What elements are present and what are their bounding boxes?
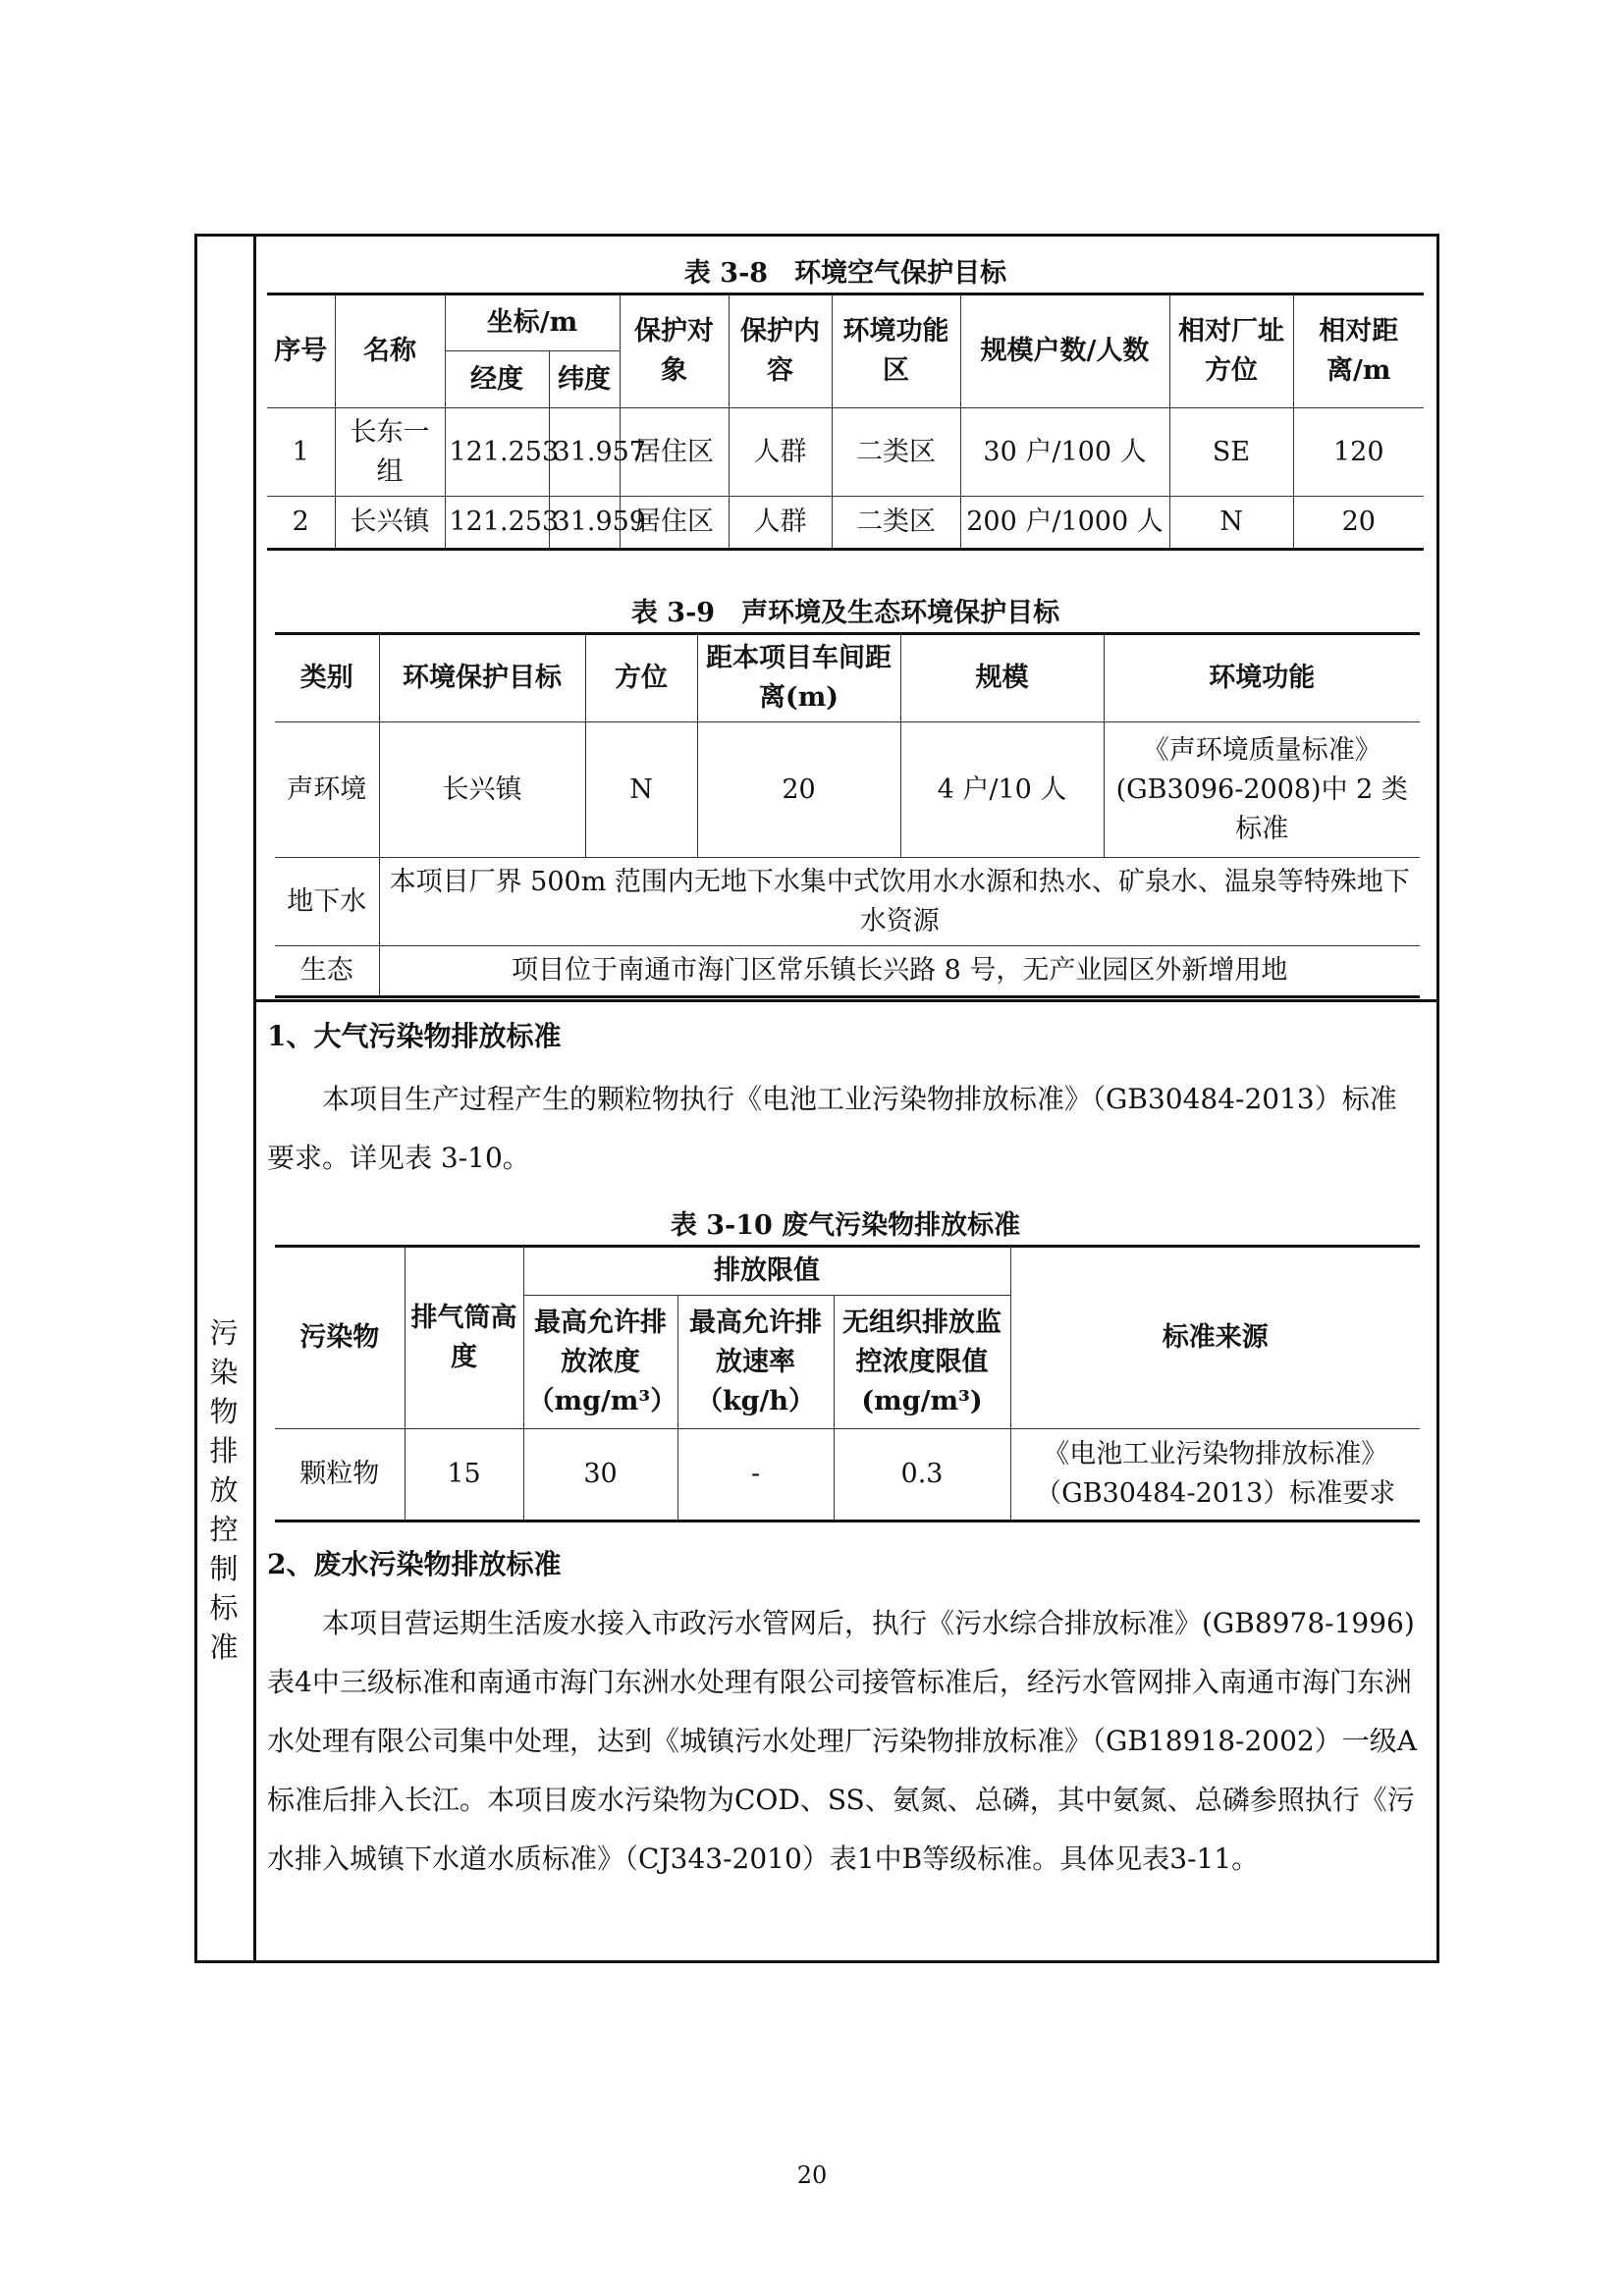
col-cat: 类别 [275,634,379,722]
cell-lon: 121.253 [445,497,549,550]
side-label-char: 物 [209,1395,239,1428]
cell-obj: 居住区 [620,408,729,497]
cell-content: 人群 [729,497,832,550]
cell-scale: 30 户/100 人 [960,408,1169,497]
side-label [194,1313,253,1667]
side-label-char: 标 [209,1591,239,1625]
table-row [267,408,1424,497]
table-3-8-caption: 表 3-8 环境空气保护目标 [683,258,1007,289]
side-label-char: 放 [209,1473,239,1507]
table-row [275,858,1420,946]
col-dir: 方位 [585,634,697,722]
cell-name: 长兴镇 [335,497,445,550]
col-fugitive: 无组织排放监控浓度限值(mg/m³) [834,1296,1010,1429]
cell-stack: 15 [405,1429,523,1522]
side-label-char: 准 [209,1630,239,1664]
col-pollutant: 污染物 [275,1247,405,1429]
section-1-heading: 1、大气污染物排放标准 [267,1020,562,1052]
col-lon: 经度 [445,351,549,408]
col-coord: 坐标/m [445,294,620,351]
col-dist: 距本项目车间距离(m) [697,634,900,722]
cell-dist: 20 [697,722,900,858]
col-dir: 相对厂址方位 [1169,294,1293,408]
cell-dir: SE [1169,408,1293,497]
cell-lat: 31.959 [549,497,620,550]
cell-content: 人群 [729,408,832,497]
cell-cat: 声环境 [275,722,379,858]
cell-no: 1 [267,408,335,497]
cell-cat: 地下水 [275,858,379,946]
cell-rate: - [677,1429,834,1522]
table-3-8 [267,293,1424,551]
side-label-char: 控 [209,1513,239,1546]
cell-no: 2 [267,497,335,550]
side-label-char: 排 [209,1434,239,1468]
cell-scale: 200 户/1000 人 [960,497,1169,550]
cell-name: 长东一组 [335,408,445,497]
side-label-char: 制 [209,1552,239,1585]
side-label-char: 污 [209,1316,239,1350]
section-divider [253,999,1439,1002]
page-number: 20 [796,2162,828,2189]
col-zone: 环境功能区 [832,294,960,408]
section-1-text: 本项目生产过程产生的颗粒物执行《电池工业污染物排放标准》（GB30484-2013）标准要求。详见表 3-10。 [267,1083,1397,1174]
cell-pollutant: 颗粒物 [275,1429,405,1522]
cell-scale: 4 户/10 人 [900,722,1104,858]
col-scale: 规模户数/人数 [960,294,1169,408]
col-func: 环境功能 [1104,634,1420,722]
cell-target: 长兴镇 [379,722,585,858]
table-3-9-caption: 表 3-9 声环境及生态环境保护目标 [630,598,1060,628]
cell-conc: 30 [523,1429,677,1522]
col-rate: 最高允许排放速率（kg/h） [677,1296,834,1429]
table-3-9 [275,632,1420,998]
col-dist: 相对距离/m [1293,294,1424,408]
cell-source: 《电池工业污染物排放标准》（GB30484-2013）标准要求 [1010,1429,1420,1522]
table-row [275,1429,1420,1522]
cell-text: 项目位于南通市海门区常乐镇长兴路 8 号，无产业园区外新增用地 [379,946,1420,997]
section-2-heading: 2、废水污染物排放标准 [267,1548,562,1580]
cell-func: 《声环境质量标准》(GB3096-2008)中 2 类标准 [1104,722,1420,858]
col-conc: 最高允许排放浓度（mg/m³） [523,1296,677,1429]
table-3-10-caption: 表 3-10 废气污染物排放标准 [670,1210,1021,1241]
cell-lon: 121.253 [445,408,549,497]
col-name: 名称 [335,294,445,408]
col-stack: 排气筒高度 [405,1247,523,1429]
cell-dist: 120 [1293,408,1424,497]
cell-obj: 居住区 [620,497,729,550]
cell-dist: 20 [1293,497,1424,550]
col-obj: 保护对象 [620,294,729,408]
col-no: 序号 [267,294,335,408]
col-content: 保护内容 [729,294,832,408]
col-scale: 规模 [900,634,1104,722]
cell-fugitive: 0.3 [834,1429,1010,1522]
cell-dir: N [1169,497,1293,550]
col-source: 标准来源 [1010,1247,1420,1429]
table-3-10 [275,1245,1420,1522]
cell-dir: N [585,722,697,858]
section-2-text: 本项目营运期生活废水接入市政污水管网后，执行《污水综合排放标准》(GB8978-1996)表4中三级标准和南通市海门东洲水处理有限公司接管标准后，经污水管网排入南通市海门东洲水处理有限公司集中处理，达到《城镇污水处理厂污染物排放标准》（GB18918-2002）一级A标准后排入长江。本项目废水污染物为COD、SS、氨氮、总磷，其中氨氮、总磷参照执行《污水排入城镇下水道水质标准》（CJ343-2010）表1中B等级标准。具体见表3-11。 [267,1607,1417,1875]
cell-text: 本项目厂界 500m 范围内无地下水集中式饮用水水源和热水、矿泉水、温泉等特殊地下水资源 [379,858,1420,946]
table-row [275,946,1420,997]
column-divider [253,234,256,1963]
cell-lat: 31.957 [549,408,620,497]
col-target: 环境保护目标 [379,634,585,722]
table-row [275,722,1420,858]
col-limit: 排放限值 [523,1247,1010,1296]
side-label-char: 染 [209,1356,239,1389]
cell-zone: 二类区 [832,408,960,497]
col-lat: 纬度 [549,351,620,408]
cell-zone: 二类区 [832,497,960,550]
table-row [267,497,1424,550]
cell-cat: 生态 [275,946,379,997]
